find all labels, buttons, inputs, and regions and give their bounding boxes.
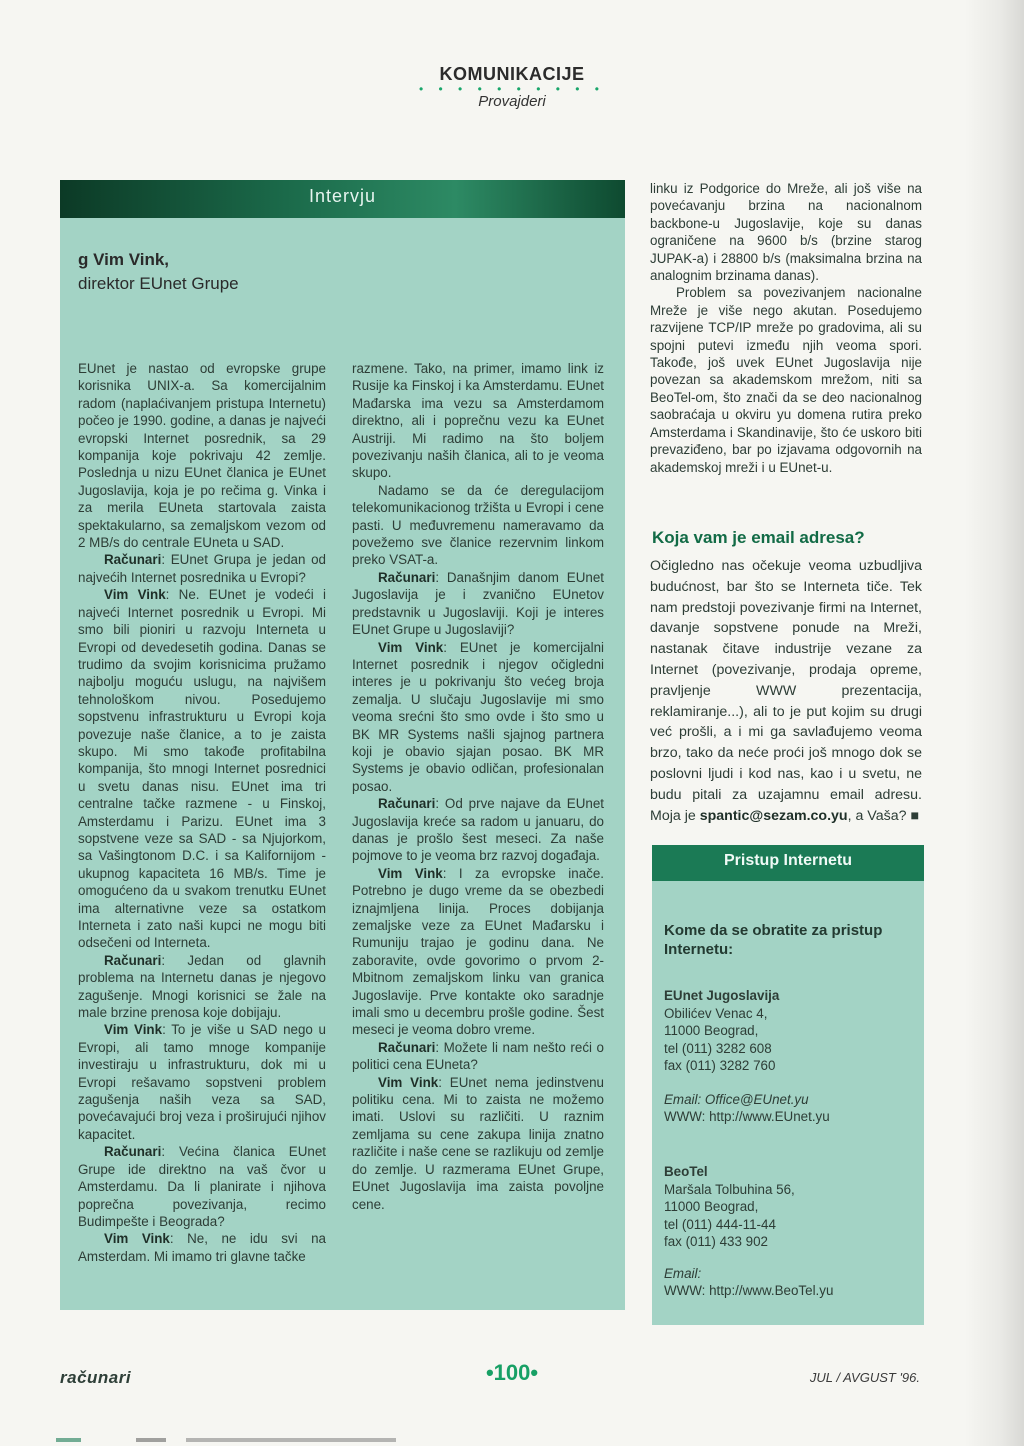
interview-panel [60,180,625,1310]
provider-phone: tel (011) 3282 608 [664,1040,772,1056]
speaker-label: Računari [378,1039,436,1055]
email-address: spantic@sezam.co.yu [699,807,848,824]
email-heading: Koja vam je email adresa? [652,528,865,547]
paragraph-text: : Današnjim danom EUnet Jugoslavija je i zvanično EUnetov predstavnik u Jugoslaviji. Koji je interes EUnet Grupe u Jugoslaviji? [352,569,604,638]
access-title: Pristup Internetu [723,852,852,869]
section-subtitle: Provajderi [478,93,546,110]
paragraph [78,1230,326,1265]
paragraph [78,360,326,551]
interview-column-1 [78,360,326,1265]
paragraph-text: : Većina članica EUnet Grupe ide direktno na vaš čvor u Amsterdamu. Da li planirate i njihova poprečna povezivanja, recimo Budimpešte i Beograda? [78,1144,326,1229]
paragraph-text: : EUnet je komercijalni Internet posrednik i njegov očigledni interes je u pokrivanju što većeg broja zemalja. U slučaju Jugoslavije mi smo veoma srećni što smo ovde i što smo u BK MR Systems našli sjajnog partnera koji je obavio sjajan posao. BK MR Systems je obavio odličan, profesionalan posao. [352,639,604,794]
paragraph-text: : Jedan od glavnih problema na Internetu danas je njegovo zagušenje. Mnogi korisnici se žale na male brzine prenosa koje dobijaju. [78,952,326,1021]
paragraph [78,1021,326,1143]
provider-name: EUnet Jugoslavija [664,988,780,1003]
speaker-label: Vim Vink [378,865,443,881]
magazine-name: računari [60,1368,132,1387]
speaker-label: Vim Vink [378,1074,439,1090]
speaker-label: Računari [378,569,436,585]
paragraph-text: : Od prve najave da EUnet Jugoslavija kreće sa radom u januaru, do danas je prošlo šest meseci. Za naše pojmove to je veoma brz razvoj događaja. [352,796,604,864]
provider-fax: fax (011) 3282 760 [664,1058,776,1073]
interview-column-2 [352,360,604,1213]
paragraph-text: linku iz Podgorice do Mreže, ali još više na povećavanju brzina na nacionalnom backbone-u Jugoslavije, koje su danas ograničene na 9600 b/s (brzine starog JUPAK-a) i 28800 b/s (maksimalna brzina na analognim brzinama danas). [650,181,922,284]
paragraph [650,284,922,475]
issue-date: JUL / AVGUST '96. [809,1370,920,1385]
header-dots: • • • • • • • • • • [418,82,606,96]
paragraph [78,952,326,1022]
provider-city: 11000 Beograd, [664,1023,759,1038]
paragraph [352,1039,604,1074]
page-edge-shadow [964,0,1024,1446]
interviewee-name: g Vim Vink, [78,250,170,269]
interview-label: Intervju [308,186,377,206]
paragraph-text: Problem sa povezivanjem nacionalne Mreže je više nego akutan. Posedujemo razvijene TCP/IP mreže po gradovima, ali su spojni putevi između njih veoma spori. Takođe, još uvek EUnet Jugoslavija nije povezan sa akademskom mrežom, niti sa BeoTel-om, što znači da se deo nacionalnog saobraćaja u okviru yu domena rutira preko Amsterdama i Skandinavije, što će uskoro biti prevaziđeno, bar po izjavama odgovornih na akademskoj mreži i u EUnet-u. [650,285,922,475]
paragraph-text: : I za evropske inače. Potrebno je dugo vreme da se obezbedi iznajmljena linija. Proces dobijanja zemaljske veze za EUnet Mađarsku i Rumuniju trajao je godinu dana. Ne zaboravite, ovde govorimo o prvom 2-Mbitnom zemaljskom linku van granica Jugoslavije. Prve kontakte oko saradnje imali smo u decembru prošle godine. Šest meseci je veoma dobro vreme. [352,865,605,1038]
paragraph [352,639,604,796]
paragraph [352,865,604,1039]
paragraph [352,360,604,482]
speaker-label: Vim Vink [104,587,166,603]
speaker-label: Računari [104,1144,162,1160]
provider-www: WWW: http://www.EUnet.yu [664,1109,830,1124]
paragraph-text: : Možete li nam nešto reći o politici cena EUneta? [352,1039,604,1073]
page-header [0,64,1024,110]
paragraph-text: : Ne. EUnet je vodeći i najveći Internet posrednik u Evropi. Mi smo bili pioniri u razvoju Interneta u Evropi od devedesetih godina. Danas se trudimo da svojim korisnicima pružamo najbolju moguću uslugu, na najvišem tehnološkom nivou. Posedujemo sopstvenu infrastrukturu u Evropi koja povezuje naše članice, a to je zaista skupo. Mi smo takođe profitabilna kompanija, što mnogi Internet posrednici u svetu danas nisu. EUnet ima tri centralne tačke razmene - u Finskoj, Amsterdamu i Parizu. EUnet ima 3 sopstvene veze sa SAD - sa Njujorkom, sa Vašingtonom D.C. i sa Kalifornijom - ukupnog kapaciteta 16 MB/s. Time je omogućeno da u svakom trenutku EUnet ima alternativne veze sa ostatkom Interneta i zato naši kupci ne mogu biti odsečeni od Interneta. [78,587,327,951]
paragraph-text: : EUnet Grupa je jedan od najvećih Internet posrednika u Evropi? [78,552,326,585]
paragraph-text: razmene. Tako, na primer, imamo link iz Rusije ka Finskoj i ka Amsterdamu. EUnet Mađarska ima vezu sa Amsterdamom direktno, ali i poprečnu vezu ka EUnet Austriji. Mi radimo na što boljem povezivanju naših članica, ali to je veoma skupo. [352,361,604,481]
paragraph-text: Nadamo se da će deregulacijom telekomunikacionog tržišta u Evropi i cene pasti. U međuvremenu nameravamo da povežemo sve članice rezervnim linkom preko VSAT-a. [352,482,604,568]
bottom-color-strip [56,1438,396,1442]
provider-city: 11000 Beograd, [664,1199,759,1214]
speaker-label: Vim Vink [104,1022,163,1038]
paragraph [352,795,604,865]
provider-address: Maršala Tolbuhina 56, [664,1181,795,1197]
paragraph-text: : EUnet nema jedinstvenu politiku cena. Mi to zaista ne možemo imati. Uslovi su različiti. U raznim zemljama su cene zakupa linija znatno različite i naše cene se razlikuju od zemlje do zemlje. U razmerama EUnet Grupe, EUnet Jugoslavija ima zaista povoljne cene. [352,1074,604,1212]
paragraph [650,180,922,284]
paragraph [352,569,604,639]
provider-address: Obilićev Venac 4, [664,1005,768,1021]
provider-name: BeoTel [664,1164,708,1179]
section-title: KOMUNIKACIJE [439,64,585,84]
paragraph-text: EUnet je nastao od evropske grupe korisnika UNIX-a. Sa komercijalnim radom (naplaćivanjem pristupa Internetu) počeo je 1990. godine, a danas je najveći evropski Internet posrednik, sa 29 kompanija koje pokrivaju 42 zemlje. Poslednja u nizu EUnet članica je EUnet Jugoslavija, koja je po rečima g. Vinka i za merila EUneta startovala zaista spektakularno, sa zemaljskom vezom od 2 MB/s do centrale EUneta u SAD. [78,361,326,551]
provider-fax: fax (011) 433 902 [664,1234,768,1249]
speaker-label: Računari [378,796,436,812]
paragraph [352,482,604,569]
provider-eunet [664,987,914,1126]
provider-phone: tel (011) 444-11-44 [664,1216,776,1232]
speaker-label: Računari [104,952,162,968]
email-paragraph: Očigledno nas očekuje veoma uzbudljiva budućnost, bar što se Interneta tiče. Tek nam predstoji povezivanje firmi na Internet, davanje sopstvene ponude na Mreži, nastanak čitave industrije vezane za Internet (povezivanje, prodaja opreme, pravljenje WWW prezentacija, reklamiranje...), ali to je put kojim su drugi već prošli, a i mi ga savlađujemo veoma brzo, tako da neće proći još mnogo dok se poslovni ljudi i kod nas, kao i u svetu, ne budu pitali za uzajamnu email adresu. Moja je spantic@sezam.co.yu, a Vaša? ■ [650,558,922,824]
speaker-label: Vim Vink [378,639,444,655]
paragraph [78,551,326,586]
paragraph [78,586,326,952]
provider-beotel [664,1163,914,1300]
provider-email: Email: Office@EUnet.yu [664,1091,809,1107]
article-column-3 [650,180,922,476]
interviewee-role: direktor EUnet Grupe [78,274,239,293]
access-question: Kome da se obratite za pristup Internetu: [664,922,883,958]
speaker-label: Računari [104,552,162,568]
provider-email: Email: [664,1265,702,1281]
paragraph-text: : To je više u SAD nego u Evropi, ali tamo mnoge kompanije investiraju u infrastrukturu, dok mi u Evropi rešavamo sopstveni problem zagušenja naših veza sa SAD, povećavajući broj veza i proširujući njihov kapacitet. [78,1022,326,1142]
paragraph [352,1074,604,1213]
speaker-label: Vim Vink [104,1231,170,1247]
page-number: •100• [485,1360,539,1385]
provider-www: WWW: http://www.BeoTel.yu [664,1283,834,1298]
paragraph-text: : Ne, ne idu svi na Amsterdam. Mi imamo tri glavne tačke [78,1231,327,1264]
paragraph [78,1143,326,1230]
internet-access-box [652,845,924,1325]
